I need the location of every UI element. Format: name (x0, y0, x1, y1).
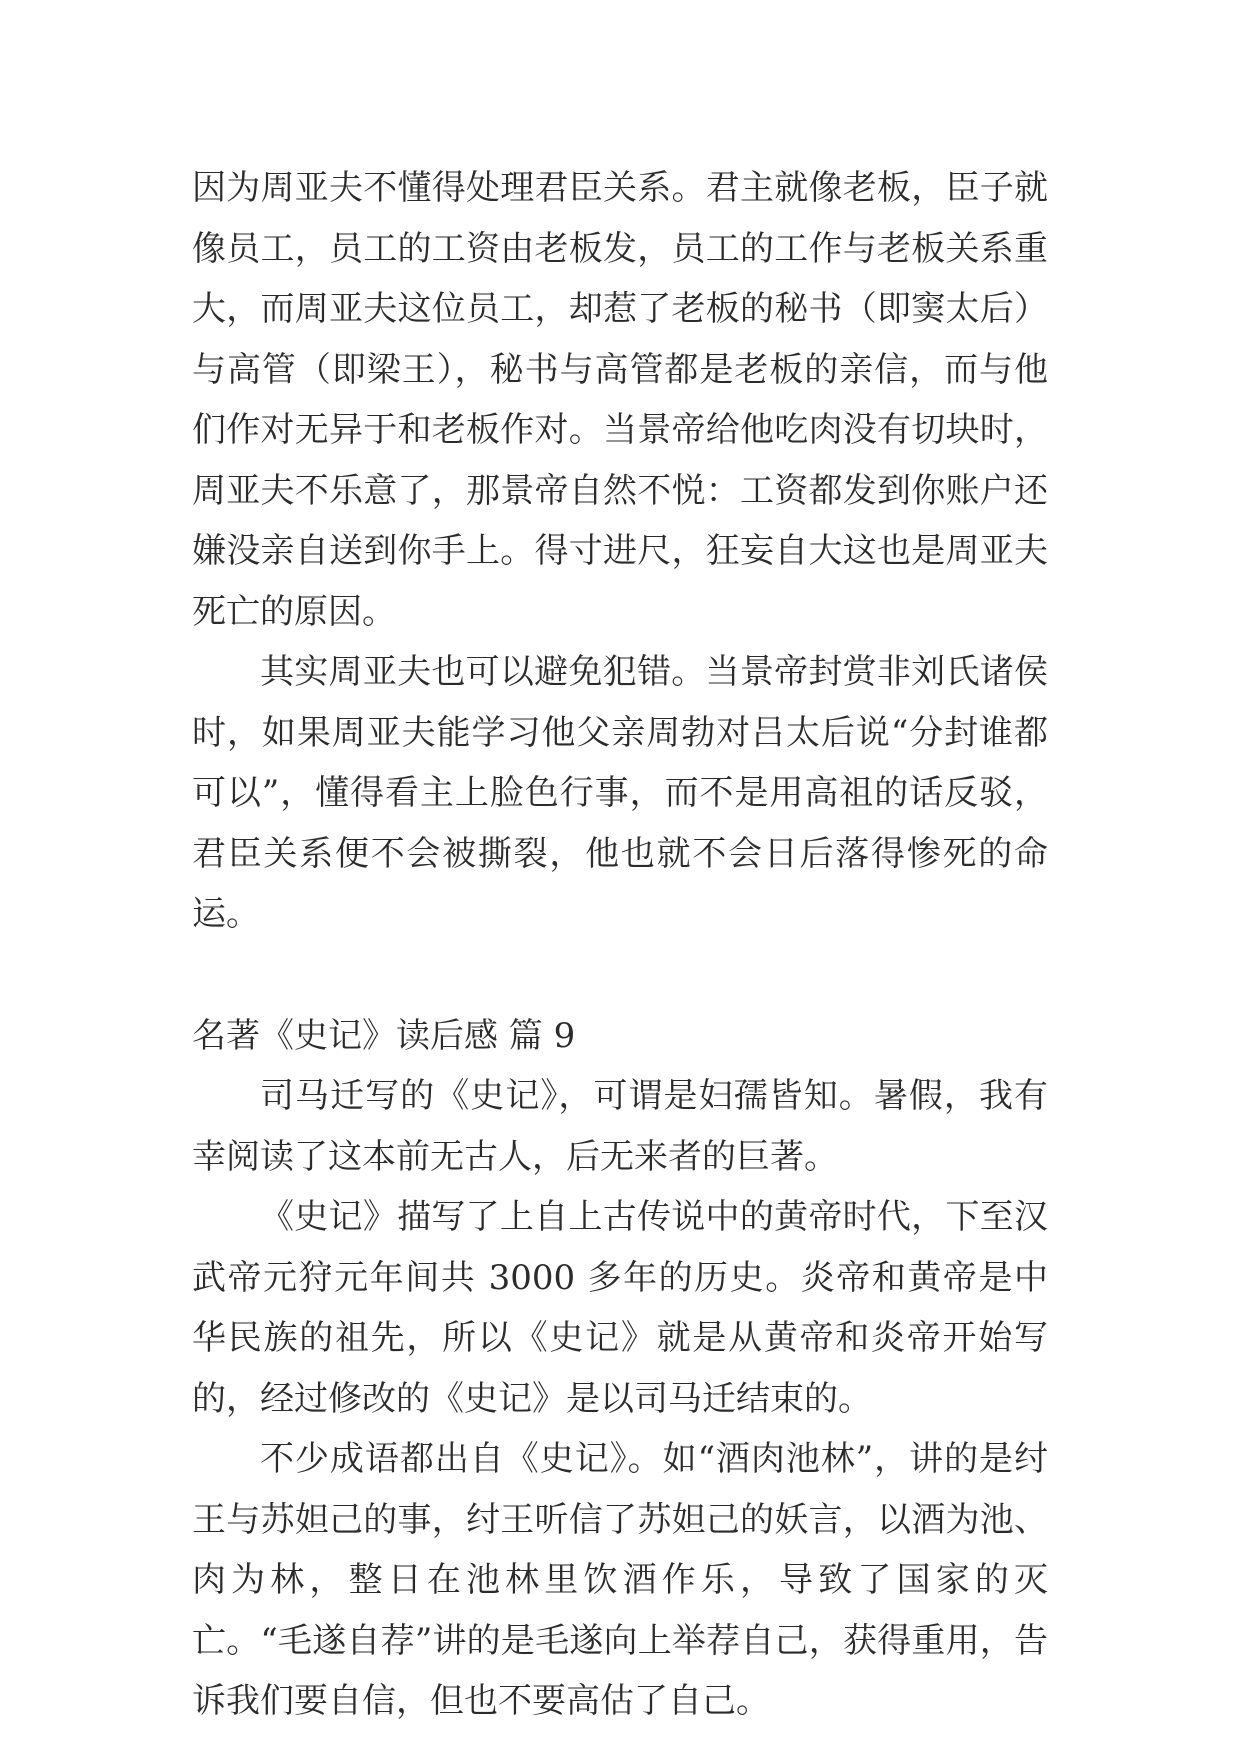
paragraph: 司马迁写的《史记》，可谓是妇孺皆知。暑假，我有幸阅读了这本前无古人，后无来者的巨著。 (192, 1076, 1048, 1177)
paragraph-continuation: 因为周亚夫不懂得处理君臣关系。君主就像老板，臣子就像员工，员工的工资由老板发，员工的工作与老板关系重大，而周亚夫这位员工，却惹了老板的秘书（即窦太后）与高管（即梁王），秘书与高管都是老板的亲信，而与他们作对无异于和老板作对。当景帝给他吃肉没有切块时，周亚夫不乐意了，那景帝自然不悦：工资都发到你账户还嫌没亲自送到你手上。得寸进尺，狂妄自大这也是周亚夫死亡的原因。 (192, 168, 1048, 632)
paragraph: 不少成语都出自《史记》。如“酒肉池林”，讲的是纣王与苏妲己的事，纣王听信了苏妲己的妖言，以酒为池、肉为林，整日在池林里饮酒作乐，导致了国家的灭亡。“毛遂自荐”讲的是毛遂向上举荐自己，获得重用，告诉我们要自信，但也不要高估了自己。 (192, 1439, 1048, 1721)
paragraph: 《史记》描写了上自上古传说中的黄帝时代，下至汉武帝元狩元年间共 3000 多年的历史。炎帝和黄帝是中华民族的祖先，所以《史记》就是从黄帝和炎帝开始写的，经过修改的《史记》是以司马迁结束的。 (192, 1197, 1048, 1419)
paragraph: 其实周亚夫也可以避免犯错。当景帝封赏非刘氏诸侯时，如果周亚夫能学习他父亲周勃对吕太后说“分封谁都可以”，懂得看主上脸色行事，而不是用高祖的话反驳，君臣关系便不会被撕裂，他也就不会日后落得惨死的命运。 (192, 652, 1048, 934)
section-heading: 名著《史记》读后感 篇 9 (192, 1015, 576, 1056)
document-body (192, 158, 1048, 1732)
